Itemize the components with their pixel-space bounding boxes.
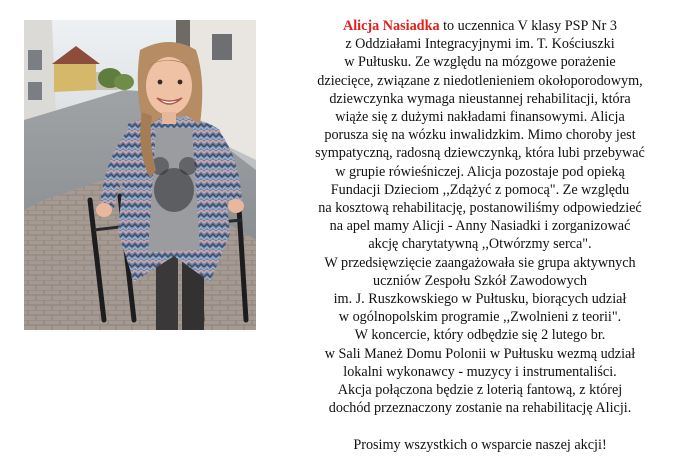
article-text (260, 17, 700, 454)
article-line: akcję charytatywną ,,Otwórzmy serca". (368, 236, 592, 253)
article-line: dziewczynka wymaga nieustannej rehabilitacji, która (329, 90, 631, 107)
person-name: Alicja Nasiadka (342, 18, 440, 34)
article-line: porusza się na wózku inwalidzkim. Mimo choroby jest (324, 127, 636, 144)
article-line: w Sali Maneż Domu Polonii w Pułtusku wezmą udział (324, 345, 636, 362)
article-line: Fundacji Dzieciom ,,Zdążyć z pomocą". Ze względu (330, 181, 630, 198)
article-line: z Oddziałami Integracyjnymi im. T. Kościuszki (345, 36, 615, 53)
article-line: w Pułtusku. Ze względu na mózgowe porażenie (344, 54, 616, 71)
closing-appeal: Prosimy wszystkich o wsparcie naszej akcji! (353, 436, 607, 453)
article-line: W koncercie, który odbędzie się 2 lutego br. (354, 327, 606, 344)
article-line: lokalni wykonawcy - muzycy i instrumentaliści. (343, 363, 617, 380)
article-line: dziecięce, związane z niedotlenieniem okołoporodowym, (317, 72, 643, 89)
article-line: uczniów Zespołu Szkół Zawodowych (373, 272, 587, 289)
article-line: sympatyczną, radosną dziewczynką, która lubi przebywać (315, 145, 645, 162)
article-line: dochód przeznaczony zostanie na rehabilitację Alicji. (328, 400, 632, 417)
article-line: na kosztową rehabilitację, postanowiliśmy odpowiedzieć (318, 200, 642, 217)
photo-illustration (24, 20, 256, 330)
article-line-1-rest: to uczennica V klasy PSP Nr 3 (439, 18, 618, 34)
article-line-1 (260, 17, 700, 35)
article-line: na apel mamy Alicji - Anny Nasiadki i zorganizować (329, 218, 631, 235)
photo-girl-with-walker (24, 20, 256, 330)
article-line: wiąże się z dużymi nakładami finansowymi. Alicja (335, 109, 625, 126)
paragraph-spacer (260, 417, 700, 435)
article-line: w ogólnopolskim programie ,,Zwolnieni z teorii". (338, 309, 622, 326)
article-line: w grupie rówieśniczej. Alicja pozostaje pod opieką (335, 163, 625, 180)
article-line: W przedsięwzięcie zaangażowała sie grupa aktywnych (324, 254, 636, 271)
article-line: im. J. Ruszkowskiego w Pułtusku, biorących udział (333, 291, 627, 308)
article-line: Akcja połączona będzie z loterią fantową, z której (337, 382, 623, 399)
